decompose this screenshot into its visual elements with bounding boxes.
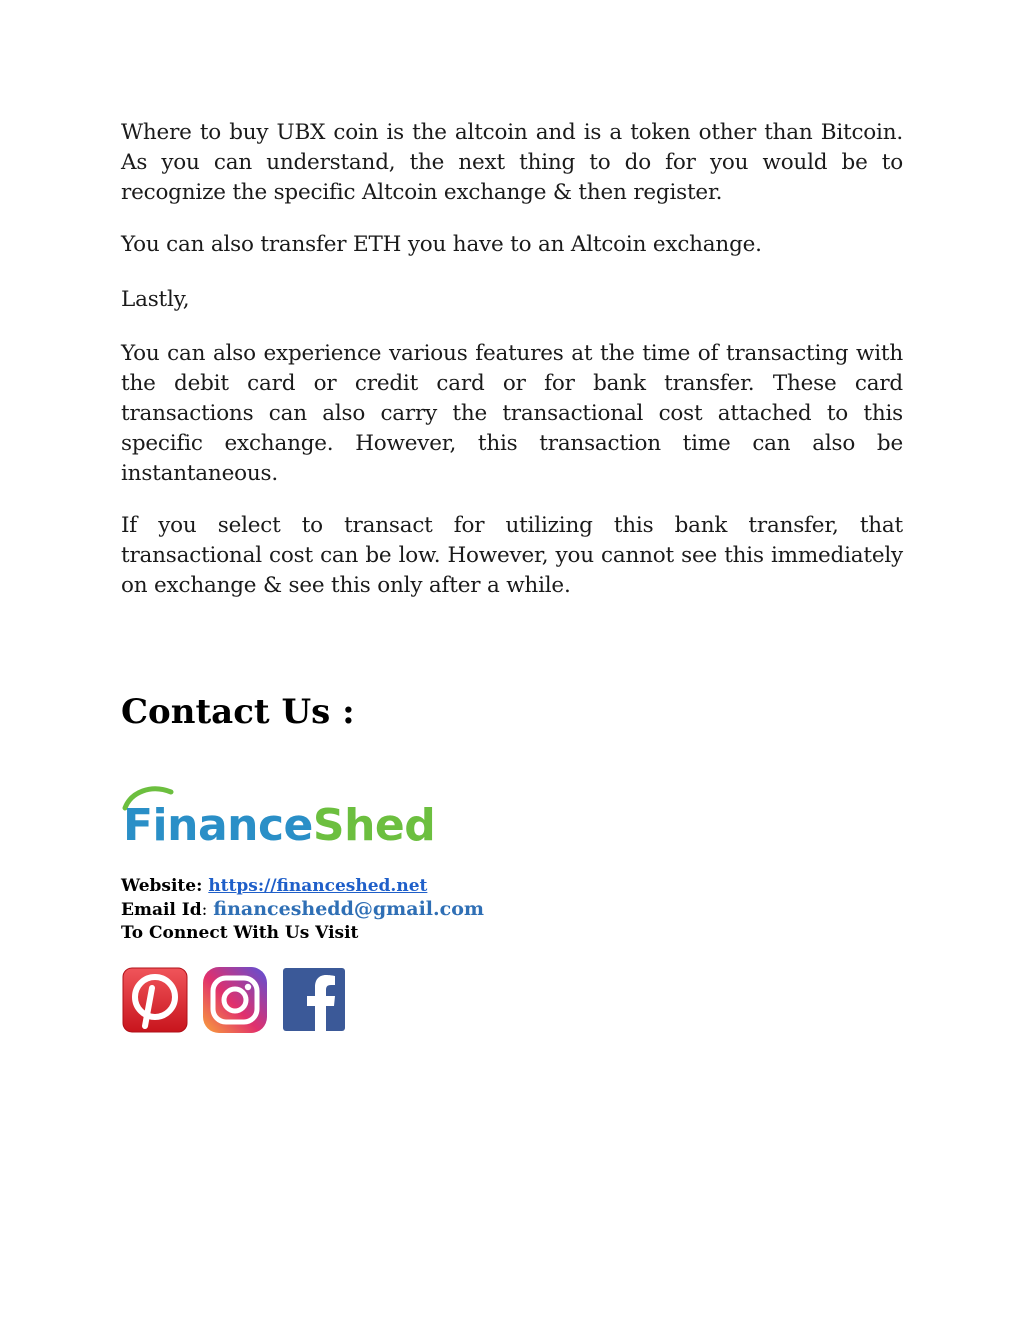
email-label: Email Id [121, 900, 202, 920]
contact-heading: Contact Us : [121, 692, 355, 732]
email-row [121, 898, 484, 922]
facebook-icon[interactable] [282, 966, 348, 1034]
paragraph-bank-transfer: If you select to transact for utilizing this bank transfer, that transactional cost can be low. However, you cannot see this immediately on exchange & see this only after a while. [121, 513, 903, 598]
paragraph-card-features: You can also experience various features at the time of transacting with the debit card or credit card or for bank transfer. These card transactions can also carry the transactional cost attached to this specific exchange. However, this transaction time can also be instantaneous. [121, 341, 903, 486]
article-body [121, 118, 903, 623]
contact-details [121, 875, 484, 945]
website-label: Website: [121, 876, 203, 896]
logo-text-finance: Finance [123, 800, 313, 846]
pinterest-icon[interactable] [122, 966, 188, 1034]
connect-row: To Connect With Us Visit [121, 923, 359, 943]
financeshed-logo [121, 786, 501, 846]
paragraph-where-to-buy: Where to buy UBX coin is the altcoin and is a token other than Bitcoin. As you can understand, the next thing to do for you would be to recognize the specific Altcoin exchange & then register. [121, 120, 903, 205]
email-colon: : [201, 900, 208, 920]
paragraph-lastly: Lastly, [121, 287, 190, 312]
instagram-icon[interactable] [202, 966, 268, 1034]
svg-text:FinanceShed [123, 800, 435, 846]
email-value[interactable]: financeshedd@gmail.com [213, 898, 484, 920]
logo-text-shed: Shed [312, 800, 436, 846]
website-link[interactable]: https://financeshed.net [208, 876, 428, 896]
paragraph-transfer-eth: You can also transfer ETH you have to an Altcoin exchange. [121, 232, 762, 257]
website-row [121, 875, 484, 898]
